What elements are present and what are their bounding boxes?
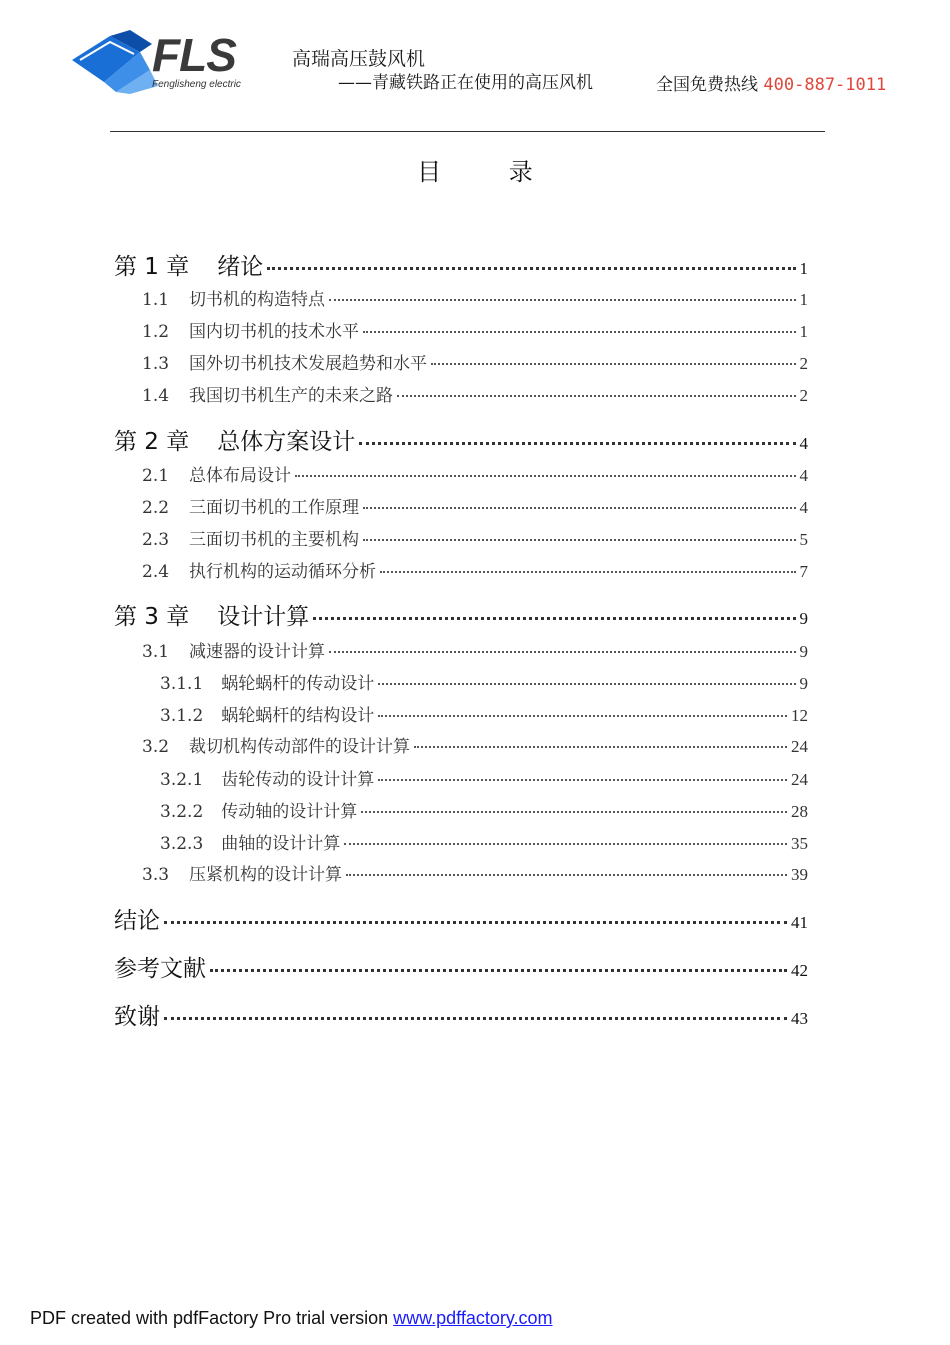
dot-leader [344, 843, 787, 845]
dot-leader [397, 395, 795, 397]
toc-entry-page: 24 [791, 770, 808, 789]
toc-entry-number: 3.2.2 [160, 802, 204, 822]
toc-entry-page: 4 [799, 498, 808, 517]
toc-entry-page: 35 [791, 834, 808, 853]
header-subtitle: ——青藏铁路正在使用的高压风机 [338, 73, 593, 93]
toc-entry-page: 9 [799, 609, 808, 628]
toc-entry-page: 7 [799, 562, 808, 581]
toc-title: 目 录 [417, 158, 563, 186]
toc-entry-number: 2.1 [142, 466, 170, 486]
toc-entry-page: 1 [799, 290, 808, 309]
dot-leader [210, 969, 787, 972]
toc-entry-page: 24 [791, 737, 808, 756]
toc-entry[interactable] [142, 461, 808, 486]
toc-entry-number: 2.4 [142, 562, 170, 582]
toc-entry[interactable] [142, 860, 808, 885]
toc-entry-number: 3.2.3 [160, 834, 204, 854]
company-logo [70, 30, 260, 95]
toc-entry-label: 蜗轮蜗杆的结构设计 [221, 706, 375, 726]
toc-entry-label: 总体方案设计 [217, 429, 356, 455]
dot-leader [267, 267, 795, 270]
toc-entry-label: 齿轮传动的设计计算 [221, 770, 375, 790]
dot-leader [329, 651, 795, 653]
toc-entry-number: 3.2.1 [160, 770, 204, 790]
toc-entry-page: 9 [799, 674, 808, 693]
toc-entry[interactable] [160, 701, 808, 726]
toc-entry-number: 2.3 [142, 530, 170, 550]
toc-entry-number: 1.2 [142, 322, 170, 342]
toc-entry-label: 三面切书机的工作原理 [189, 498, 360, 518]
toc-entry-page: 39 [791, 865, 808, 884]
toc-entry-label: 我国切书机生产的未来之路 [189, 386, 394, 406]
logo-wordmark: FLS [152, 29, 236, 81]
toc-entry-label: 三面切书机的主要机构 [189, 530, 360, 550]
toc-entry-number: 2.2 [142, 498, 170, 518]
logo-wing-icon [70, 30, 160, 95]
toc-entry-page: 1 [799, 322, 808, 341]
pdf-footer [30, 1308, 553, 1329]
dot-leader [359, 442, 795, 445]
toc-entry-page: 1 [799, 259, 808, 278]
hotline-number: 400-887-1011 [763, 75, 887, 95]
toc-entry[interactable] [142, 381, 808, 406]
toc-entry-label: 切书机的构造特点 [189, 290, 326, 310]
dot-leader [414, 746, 787, 748]
header-divider [110, 131, 825, 132]
footer-text: PDF created with pdfFactory Pro trial version [30, 1308, 394, 1328]
toc-entry-label: 设计计算 [217, 604, 310, 630]
toc-entry-number: 3.1.2 [160, 706, 204, 726]
dot-leader [313, 617, 795, 620]
toc-entry[interactable] [142, 349, 808, 374]
toc-entry[interactable] [160, 669, 808, 694]
dot-leader [378, 779, 787, 781]
toc-entry-label: 曲轴的设计计算 [221, 834, 341, 854]
toc-entry[interactable] [142, 525, 808, 550]
toc-entry-page: 4 [799, 434, 808, 453]
toc-entry[interactable] [142, 317, 808, 342]
toc-entry[interactable] [142, 493, 808, 518]
toc-entry-number: 第 3 章 [114, 604, 190, 630]
toc-entry-number: 3.2 [142, 737, 170, 757]
toc-entry-page: 4 [799, 466, 808, 485]
toc-entry-label: 压紧机构的设计计算 [189, 865, 343, 885]
toc-entry-label: 结论 [114, 908, 160, 934]
toc-entry[interactable] [160, 829, 808, 854]
toc-entry[interactable] [114, 248, 808, 281]
toc-entry-page: 43 [791, 1009, 808, 1028]
toc-entry-label: 国外切书机技术发展趋势和水平 [189, 354, 428, 374]
toc-entry-page: 2 [799, 386, 808, 405]
logo-subtext: Fenglisheng electric [152, 79, 241, 90]
toc-entry-label: 总体布局设计 [189, 466, 292, 486]
toc-entry[interactable] [160, 765, 808, 790]
dot-leader [361, 811, 787, 813]
dot-leader [295, 475, 795, 477]
dot-leader [380, 571, 795, 573]
toc-entry-number: 第 2 章 [114, 429, 190, 455]
toc-entry-page: 28 [791, 802, 808, 821]
dot-leader [164, 1017, 787, 1020]
toc-entry-number: 第 1 章 [114, 254, 190, 280]
dot-leader [363, 539, 795, 541]
toc-entry-page: 41 [791, 913, 808, 932]
toc-entry-page: 2 [799, 354, 808, 373]
dot-leader [363, 507, 795, 509]
toc-entry-number: 3.3 [142, 865, 170, 885]
toc-entry[interactable] [114, 902, 808, 935]
toc-entry[interactable] [142, 637, 808, 662]
hotline [656, 70, 886, 95]
toc-entry[interactable] [142, 732, 808, 757]
dot-leader [164, 921, 787, 924]
dot-leader [363, 331, 795, 333]
toc-entry-page: 12 [791, 706, 808, 725]
toc-entry[interactable] [142, 285, 808, 310]
toc-entry-label: 蜗轮蜗杆的传动设计 [221, 674, 375, 694]
toc-entry[interactable] [114, 598, 808, 631]
toc-entry-number: 1.1 [142, 290, 170, 310]
toc-entry[interactable] [160, 797, 808, 822]
toc-entry-label: 绪论 [217, 254, 264, 280]
toc-entry[interactable] [114, 950, 808, 983]
toc-entry-label: 裁切机构传动部件的设计计算 [189, 737, 411, 757]
toc-entry-number: 1.4 [142, 386, 170, 406]
toc-entry-number: 3.1.1 [160, 674, 204, 694]
toc-entry-label: 参考文献 [114, 956, 206, 982]
toc-entry[interactable] [142, 557, 808, 582]
toc-entry-label: 传动轴的设计计算 [221, 802, 358, 822]
dot-leader [378, 715, 787, 717]
toc-entry-label: 致谢 [114, 1004, 160, 1030]
dot-leader [346, 874, 787, 876]
toc-entry[interactable] [114, 423, 808, 456]
toc-entry-number: 3.1 [142, 642, 170, 662]
dot-leader [431, 363, 795, 365]
toc-entry-page: 5 [799, 530, 808, 549]
dot-leader [378, 683, 795, 685]
footer-link[interactable]: www.pdffactory.com [393, 1308, 553, 1328]
toc-entry[interactable] [114, 998, 808, 1031]
dot-leader [329, 299, 795, 301]
toc-entry-label: 执行机构的运动循环分析 [189, 562, 377, 582]
toc-entry-page: 9 [799, 642, 808, 661]
toc-entry-page: 42 [791, 961, 808, 980]
toc-entry-label: 国内切书机的技术水平 [189, 322, 360, 342]
header-title: 高瑞高压鼓风机 [292, 48, 426, 70]
toc-entry-number: 1.3 [142, 354, 170, 374]
toc-entry-label: 减速器的设计计算 [189, 642, 326, 662]
hotline-label: 全国免费热线 [656, 75, 758, 95]
